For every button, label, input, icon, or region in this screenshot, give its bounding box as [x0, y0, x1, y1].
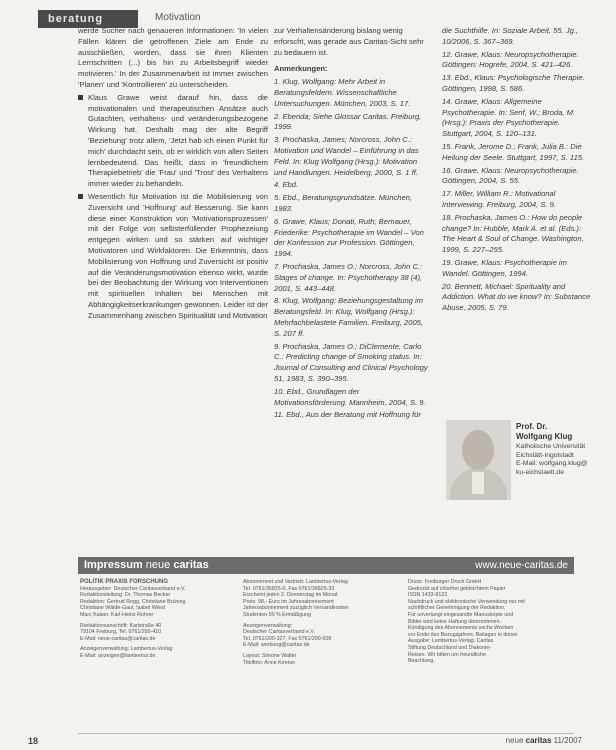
author-photo	[446, 420, 511, 500]
author-affiliation: Eichstätt-Ingolstadt	[516, 451, 574, 459]
author-affiliation: Katholische Universität	[516, 443, 586, 450]
impressum-line: vor Ende des Bezugsjahres. Beilagen in dieser	[408, 631, 518, 638]
author-email: E-Mail: wolfgang.klug@	[516, 460, 588, 467]
author-title: Prof. Dr.	[516, 422, 548, 431]
impressum-line: Titelfoto: Anne Kenner	[243, 659, 296, 666]
impressum-line: Deutscher Caritasverband e.V.	[243, 629, 315, 636]
footnote: 11. Ebd., Aus der Beratung mit Hoffnung für	[274, 410, 421, 420]
footer-brand: caritas	[525, 736, 552, 745]
body-paragraph: zur Verhaltensänderung bislang wenig erforscht, was gerade aus Caritas-Sicht sehr zu bedauern ist.	[274, 26, 424, 57]
page-number: 18	[28, 736, 39, 746]
section-tab: beratung	[38, 10, 138, 28]
footnote: 19. Grawe, Klaus: Psychotherapie im Wandel. Göttingen, 1994.	[442, 257, 567, 278]
author-name	[516, 422, 598, 441]
footnote: 5. Ebd., Beratungsgrundsätze. München, 1983.	[274, 193, 413, 213]
impressum-line: Ausgabe: Lambertus-Verlag, Caritas	[408, 638, 494, 645]
footnote: die Suchthilfe. In: Soziale Arbeit, 55. Jg., 10/2006, S. 367–369.	[442, 26, 579, 46]
article-column-1	[78, 26, 268, 324]
impressum-line: E-Mail: anzeigen@lambertus.de	[80, 652, 156, 659]
footnote: 7. Prochaska, James O.; Norcross, John C.: Stages of change. In: Psychotherapy 38 (4), 2001, S. 443–448.	[274, 261, 423, 293]
footnote: 14. Grawe, Klaus: Allgemeine Psychotherapie. In: Senf, W.; Broda, M. (Hrsg.): Praxis der Psychotherapie. Stuttgart, 2004, S. 120–131.	[442, 96, 576, 139]
impressum-line: E-Mail: neue-caritas@caritas.de	[80, 635, 156, 642]
footnote: 1. Klug, Wolfgang: Mehr Arbeit in Beratungsfeldern. Wissenschaftliche Untersuchungen. München, 2003, S. 17.	[274, 77, 411, 108]
footnote: 17. Miller, William R.: Motivational Interviewing. Freiburg, 2004, S. 9.	[442, 189, 556, 209]
impressum-line: Anzeigenverwaltung: Lambertus-Verlag	[80, 646, 173, 653]
footnote: 10. Ebd., Grundlagen der Motivationsförderung. Mannheim, 2004, S. 9.	[274, 386, 426, 407]
impressum-line: Druck: Freiburger Druck GmbH	[408, 579, 482, 585]
impressum-line: Für unverlangt eingesandte Manuskripte und	[408, 611, 514, 618]
impressum-line: Redaktionsanschrift: Karlstraße 40	[80, 622, 162, 629]
impressum-line: Herausgeber: Deutscher Caritasverband e.V.	[80, 585, 186, 592]
photo-collar	[472, 472, 484, 494]
impressum-line: Erscheint jeden 2. Donnerstag im Monat	[243, 592, 338, 599]
impressum-line: Bilder wird keine Haftung übernommen.	[408, 618, 502, 625]
impressum-line: schriftlicher Genehmigung der Redaktion.	[408, 605, 506, 612]
footnote: 2. Ebenda; Siehe Glossar Caritas. Freiburg, 1999.	[274, 111, 422, 132]
impressum-line: Redaktionsleitung: Dr. Thomas Becker	[80, 592, 171, 599]
bullet-square-icon	[78, 194, 83, 199]
impressum-line: Jahresabonnement zuzüglich Versandkosten	[243, 605, 349, 612]
footnote: 6. Grawe, Klaus; Donati, Ruth; Bernauer, Friederike: Psychotherapie im Wandel – Von der Konfession zur Profession. Göttingen, 1994.	[274, 216, 424, 259]
article-column-3	[442, 26, 592, 316]
impressum-line: Redaktion: Gertrud Rogg, Christiane Brüning	[80, 598, 186, 605]
article-column-2	[274, 26, 429, 423]
impressum-line: Studenten 50 % Ermäßigung	[243, 611, 312, 618]
impressum-brand: caritas	[173, 559, 209, 571]
footnote: 9. Prochaska, James O.; DiClemente, Carlo C.: Predicting change of Smoking status. In: Journal of Consulting and Clinical Psychology 51, 1983, S. 390–395.	[274, 341, 428, 383]
impressum-brand-prefix: neue	[145, 559, 171, 571]
footer-magazine	[506, 736, 582, 745]
section-subtitle: Motivation	[155, 12, 201, 23]
impressum-column-2	[243, 579, 393, 666]
impressum-line: Christiane Wälde-Gaul, Isabel Wiest	[80, 605, 166, 612]
impressum-line: POLITIK PRAXIS FORSCHUNG	[80, 579, 169, 585]
impressum-line: ISSN 1433-8122	[408, 592, 448, 599]
footnote: 20. Bennett, Michael: Spirituality and Addiction. What do we know? In: Substance Abuse, 2005, S. 79.	[442, 281, 591, 313]
impressum-line: Beachtung.	[408, 658, 435, 665]
bullet-text: Wesentlich für Motivation ist die Mobilisierung von Zuversicht und 'Hoffnung' auf Besserung. Sie kann diese einer Konstruktion von 'Motivationsprozessen' mit der Folge von selbsterfüllender Prophezeiung entgegen wirken und so stärken auf wichtiger Motivatoren und Wirkfaktoren. Die Erkenntnis, dass Mobilisierung von Hoffnung und Zuversicht ist positiv auf die Veränderungsmotivation ebenso wirkt, wurde bei der Beobachtung der Wirkung von Interventionen mit spirituellen Inhalten bei Menschen mit Abhängigkeitserkrankungen gewonnen. Leider ist der Zusammenhang zwischen Spiritualität und Motivation	[88, 191, 268, 320]
footnote: 4. Ebd.	[274, 180, 299, 190]
impressum-line: Stiftung Deutschland und Diakonie-	[408, 644, 492, 651]
footnote: 3. Prochaska, James; Norcross, John C.: Motivation und Wandel – Einführung in das Feld. In: Klug Wolfgang (Hrsg.): Motivation und Handlungen. Heidelberg, 2000, S. 1 ff.	[274, 135, 419, 177]
impressum-line: E-Mail: werbung@caritas.de	[243, 642, 310, 649]
impressum-line: Reisen. Wir bitten um freundliche	[408, 651, 487, 658]
impressum-line: Tel. 0761/36825-0, Fax 0761/36825-33	[243, 585, 335, 592]
impressum-url[interactable]: www.neue-caritas.de	[475, 560, 568, 571]
impressum-line: Layout: Simone Walter	[243, 652, 297, 659]
footnote: 12. Grawe, Klaus: Neuropsychotherapie. Göttingen: Hogrefe, 2004, S. 421–426.	[442, 49, 579, 70]
footnote: 16. Grawe, Klaus: Neuropsychotherapie. Göttingen, 2004, S. 55.	[442, 165, 579, 186]
footer-brand-prefix: neue	[505, 736, 524, 745]
impressum-title	[84, 559, 209, 571]
impressum-body	[78, 579, 574, 689]
impressum-label: Impressum	[84, 559, 143, 571]
author-box	[446, 420, 596, 500]
impressum-bar	[78, 557, 574, 574]
bullet-paragraph	[78, 192, 268, 322]
bullet-text: Klaus Grawe weist darauf hin, dass die motivationalen und therapeutischen Ansätze auch Gutachten, verhaltens- und veränderungsbezogene Wirkung hat. Deshalb mag der alte Begriff 'Beziehung' trotz allem, 'Jetzt hab ich einen Punkt für mich' durchdacht sein, ob er wirklich von allen Seiten lernbedeutend. Das heißt, dass in 'freundlichem Therapiebetrieb' die 'Frau' und 'Trost' des Verhaltens immer wieder zu behandeln.	[88, 92, 268, 189]
notes-heading: Anmerkungen:	[274, 64, 328, 74]
footnote: 13. Ebd., Klaus: Psychologische Therapie. Göttingen, 1998, S. 586.	[442, 73, 585, 93]
author-fullname: Wolfgang Klug	[516, 431, 573, 441]
impressum-column-1	[80, 579, 230, 660]
bullet-paragraph	[78, 93, 268, 190]
author-email: ku-eichstaett.de	[516, 468, 564, 476]
impressum-line: Gedruckt auf chlorfrei gebleichtem Papier	[408, 585, 506, 592]
impressum-line: Abonnement und Vertrieb: Lambertus-Verlag	[243, 579, 348, 585]
footnote: 8. Klug, Wolfgang: Beziehungsgestaltung im Beratungsfeld. In: Klug, Wolfgang (Hrsg.): Mehrfachbelastete Familien. Freiburg, 2005, S. 207 ff.	[274, 296, 424, 338]
bullet-square-icon	[78, 95, 83, 100]
impressum-line: Kündigung des Abonnements sechs Wochen	[408, 625, 514, 632]
footnote: 15. Frank, Jerome D.; Frank, Julia B.: Die Heilung der Seele. Stuttgart, 1997, S. 115.	[442, 141, 585, 162]
impressum-line: Preis: 98,- Euro im Jahresabonnement	[243, 598, 334, 605]
impressum-column-3	[408, 579, 574, 665]
footer-rule	[78, 733, 574, 734]
author-info	[516, 422, 598, 477]
impressum-line: 79104 Freiburg, Tel. 0761/200-410	[80, 629, 162, 636]
footer-issue: 11/2007	[553, 736, 582, 745]
impressum-line: Tel. 0761/200-327, Fax 0761/200-509	[243, 635, 332, 642]
footnote: 18. Prochaska, James O.: How do people change? In: Hubble, Mark A. et al. (Eds.): The Heart & Soul of Change. Washington, 1999, S. 227–255.	[442, 212, 584, 255]
impressum-line: Marc Kaiser, Karl-Heinz Rohrer	[80, 611, 154, 618]
impressum-line: Nachdruck und elektronische Verwendung nur mit	[408, 598, 525, 605]
body-paragraph: werde Sucher nach genaueren Informationen: 'In vielen Fällen klären die getroffenen Ziele am Ende zu ausschließen, worden, dass sie ihren Klienten Lernschritten (...) bis hin zu Arbeitsbegriff wieder motivieren.' In der Zusammenarbeit ist immer zwischen 'Planen' und 'Kontrollieren' zu unterscheiden.	[78, 26, 268, 89]
photo-head	[462, 430, 494, 470]
impressum-line: Anzeigenverwaltung:	[243, 622, 293, 629]
